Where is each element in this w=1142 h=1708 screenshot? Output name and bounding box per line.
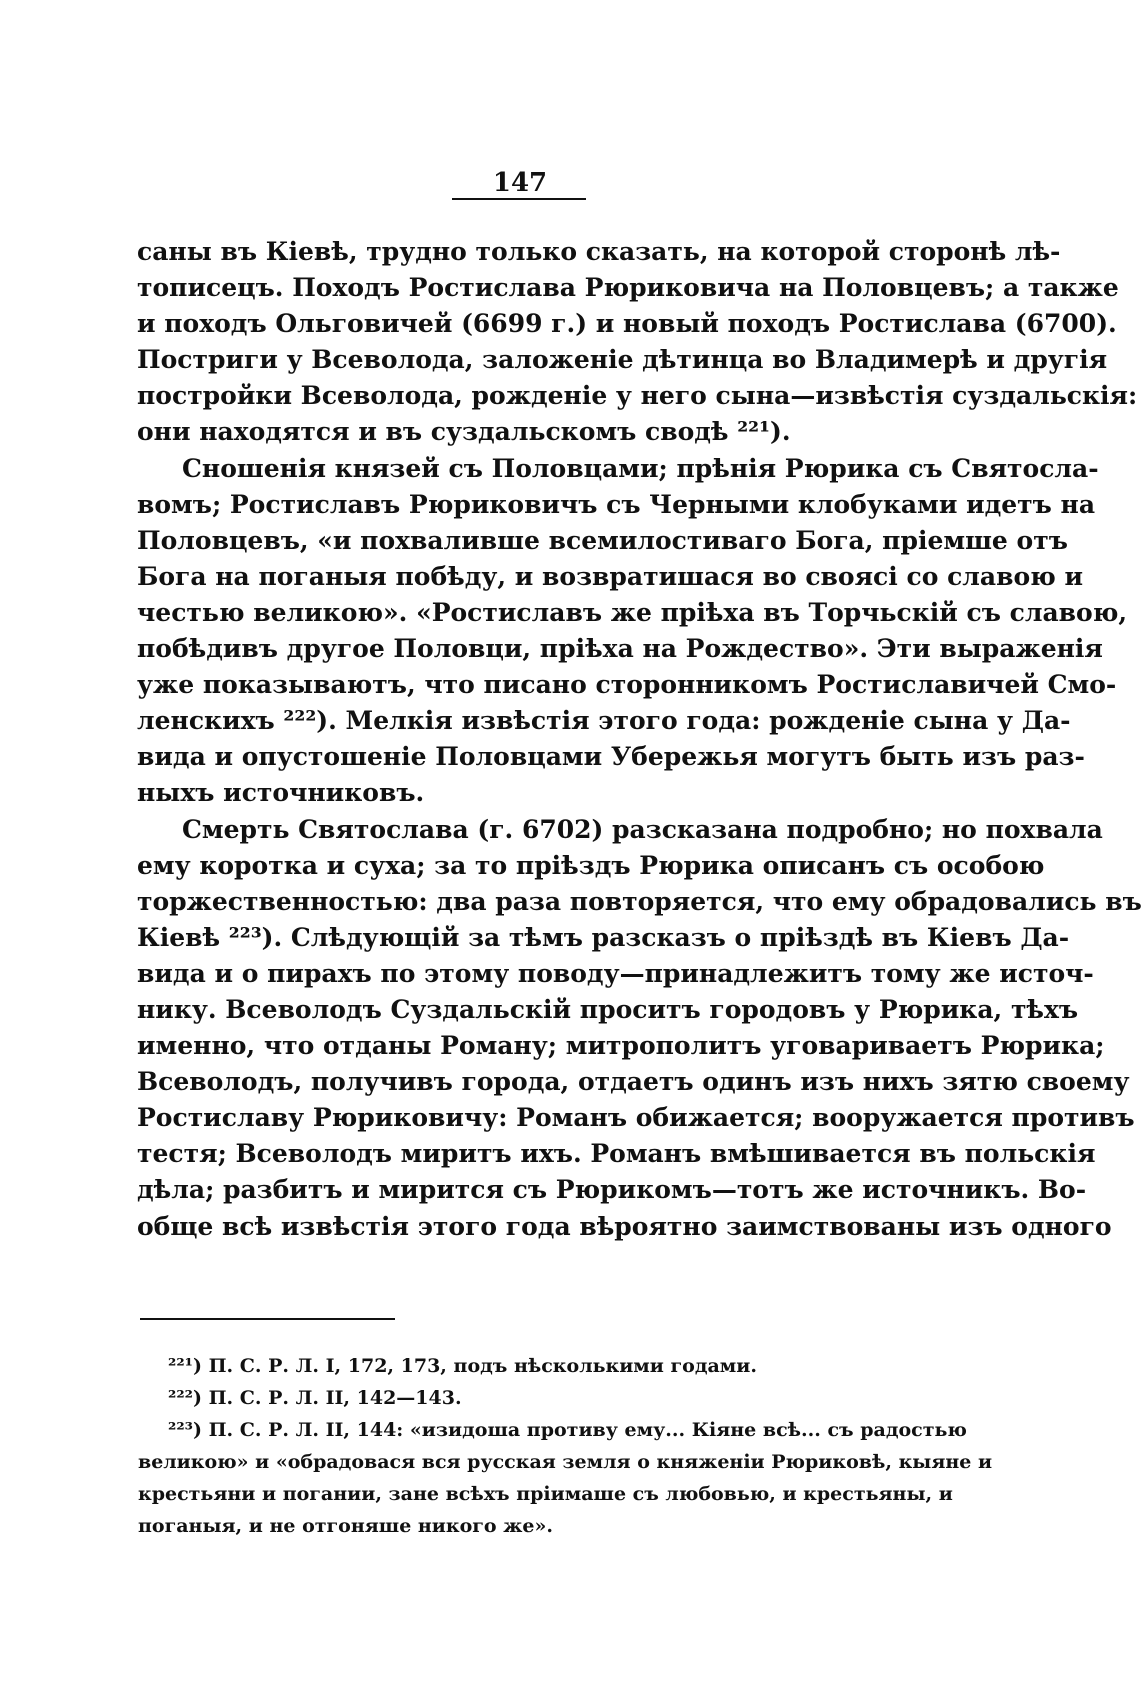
text-line: и походъ Ольговичей (6699 г.) и новый походъ Ростислава (6700). bbox=[137, 309, 1117, 339]
text-line: ленскихъ ²²²). Мелкія извѣстія этого года: рожденіе сына у Да- bbox=[137, 706, 1071, 736]
footnote-separator bbox=[140, 1318, 395, 1320]
text-line: постройки Всеволода, рожденіе у него сына—извѣстія суздальскія: bbox=[137, 381, 1138, 411]
page-number: 147 bbox=[492, 168, 548, 198]
text-line: честью великою». «Ростиславъ же пріѣха въ Торчьскій съ славою, bbox=[137, 597, 1128, 627]
text-line: именно, что отданы Роману; митрополитъ уговариваетъ Рюрика; bbox=[137, 1031, 1105, 1061]
footnote: ²²³) П. С. Р. Л. II, 144: «изидоша противу ему... Кіяне всѣ... съ радостью bbox=[168, 1419, 967, 1441]
text-line: уже показываютъ, что писано сторонникомъ Ростиславичей Смо- bbox=[137, 670, 1117, 700]
text-line: Половцевъ, «и похваливше всемилостиваго Бога, пріемше отъ bbox=[137, 525, 1068, 555]
text-line: саны въ Кіевѣ, трудно только сказать, на которой сторонѣ лѣ- bbox=[137, 237, 1061, 266]
text-line: они находятся и въ суздальскомъ сводѣ ²²¹). bbox=[137, 417, 791, 447]
text-line: ныхъ источниковъ. bbox=[137, 778, 425, 808]
text-line: Кіевѣ ²²³). Слѣдующій за тѣмъ разсказъ о пріѣздѣ въ Кіевъ Да- bbox=[137, 922, 1070, 952]
footnote-line: крестьяни и погании, зане всѣхъ пріимаше съ любовью, и крестьяны, и bbox=[138, 1483, 953, 1505]
text-line: тестя; Всеволодъ миритъ ихъ. Романъ вмѣшивается въ польскія bbox=[137, 1139, 1096, 1169]
text-line: обще всѣ извѣстія этого года вѣроятно заимствованы изъ одного bbox=[137, 1211, 1112, 1241]
text-line: Всеволодъ, получивъ города, отдаетъ одинъ изъ нихъ зятю своему bbox=[137, 1067, 1130, 1097]
body-text bbox=[137, 234, 1142, 1245]
text-line: вомъ; Ростиславъ Рюриковичъ съ Черными клобуками идетъ на bbox=[137, 489, 1096, 519]
text-line: торжественностью: два раза повторяется, что ему обрадовались въ bbox=[137, 886, 1142, 916]
paragraph bbox=[137, 812, 1142, 1245]
footnote-line: поганыя, и не отгоняше никого же». bbox=[138, 1515, 553, 1537]
text-line: побѣдивъ другое Половци, пріѣха на Рождество». Эти выраженія bbox=[137, 634, 1103, 664]
text-line: Ростиславу Рюриковичу: Романъ обижается; вооружается противъ bbox=[137, 1103, 1135, 1133]
text-line: вида и опустошеніе Половцами Убережья могутъ быть изъ раз- bbox=[137, 742, 1085, 772]
paragraph bbox=[137, 234, 1138, 451]
text-line: Смерть Святослава (г. 6702) разсказана подробно; но похвала bbox=[182, 814, 1103, 844]
footnote: ²²¹) П. С. Р. Л. I, 172, 173, подъ нѣсколькими годами. bbox=[168, 1355, 758, 1377]
text-line: Сношенія князей съ Половцами; прѣнія Рюрика съ Святосла- bbox=[182, 453, 1099, 483]
footnotes bbox=[138, 1350, 993, 1542]
text-line: нику. Всеволодъ Суздальскій проситъ городовъ у Рюрика, тѣхъ bbox=[137, 994, 1079, 1024]
footnote: ²²²) П. С. Р. Л. II, 142—143. bbox=[168, 1387, 462, 1409]
paragraph bbox=[137, 451, 1128, 812]
text-line: ему коротка и суха; за то пріѣздъ Рюрика описанъ съ особою bbox=[137, 850, 1045, 880]
text-line: вида и о пирахъ по этому поводу—принадлежитъ тому же источ- bbox=[137, 958, 1094, 988]
text-line: Постриги у Всеволода, заложеніе дѣтинца во Владимерѣ и другія bbox=[137, 345, 1108, 375]
text-line: тописецъ. Походъ Ростислава Рюриковича на Половцевъ; а также bbox=[137, 273, 1119, 303]
text-line: Бога на поганыя побѣду, и возвратишася во своясі со славою и bbox=[137, 561, 1084, 591]
page-number-rule bbox=[452, 198, 586, 200]
text-line: дѣла; разбитъ и мирится съ Рюрикомъ—тотъ же источникъ. Во- bbox=[137, 1175, 1087, 1205]
footnote-line: великою» и «обрадовася вся русская земля о княженіи Рюриковѣ, кыяне и bbox=[138, 1451, 993, 1473]
